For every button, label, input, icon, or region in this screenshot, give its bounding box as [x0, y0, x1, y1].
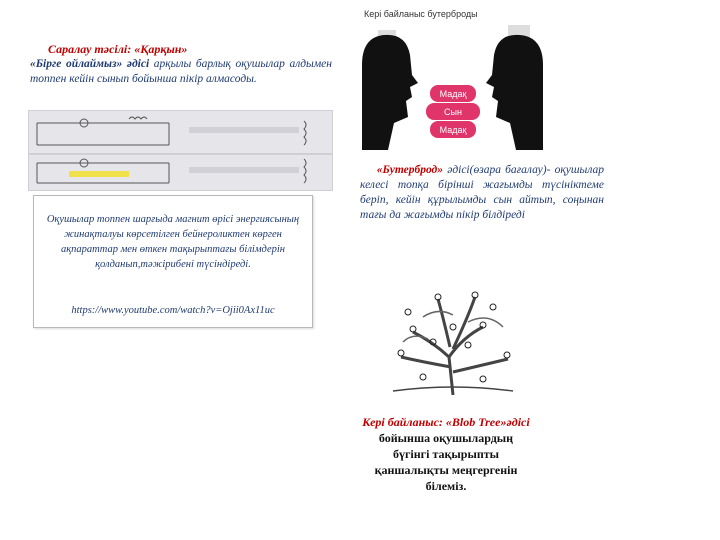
sandwich-method-name: «Бутерброд»	[376, 164, 444, 176]
svg-text:Мадақ: Мадақ	[439, 89, 467, 99]
sandwich-description	[360, 163, 604, 223]
blob-tree-text: бойынша оқушылардың бүгінгі тақырыпты қаншалықты меңгергенін білеміз.	[374, 431, 518, 493]
image-title: Кері байланыс бутерброды	[364, 9, 478, 19]
sandwich-layer-2	[444, 107, 462, 117]
circuit-diagram-image	[28, 110, 333, 191]
blob-tree-method: Кері байланыс: «Blob Tree»әдісі	[362, 415, 530, 429]
sandwich-feedback-image	[358, 5, 547, 150]
blob-tree-caption	[360, 414, 532, 494]
sandwich-layer-3	[440, 125, 467, 135]
blob-tree-image	[383, 287, 523, 397]
svg-text:Сын: Сын	[444, 107, 462, 117]
method-title: Саралау тәсілі: «Қарқын»	[48, 42, 188, 56]
sandwich-layer-1	[440, 89, 467, 99]
video-link[interactable]: https://www.youtube.com/watch?v=Ojii0Ax11uc	[71, 305, 275, 316]
method-name: «Бірге ойлаймыз» әдісі	[30, 58, 150, 70]
svg-text:Мадақ: Мадақ	[439, 125, 467, 135]
video-note-text: Оқушылар топпен шарғыда магнит өрісі энергиясының жинақталуы көрсетілген бейнероликтен көрген ақпараттар мен өткен тақырыптағы білімдерін қолданып,тәжірибені түсіндіреді.	[46, 214, 300, 270]
method-text: арқылы барлық оқушылар алдымен топпен кейін сынып бойынша пікір алмасоды.	[30, 58, 332, 85]
sandwich-method-text: әдісі(өзара бағалау)- оқушылар келесі топқа бірінші жағымды түсініктеме беріп, кейін құрылымды сын айтып, соңынан тағы да жағымды пікір білдіреді	[360, 164, 604, 221]
method-description	[30, 57, 332, 86]
video-note-box	[33, 195, 313, 328]
